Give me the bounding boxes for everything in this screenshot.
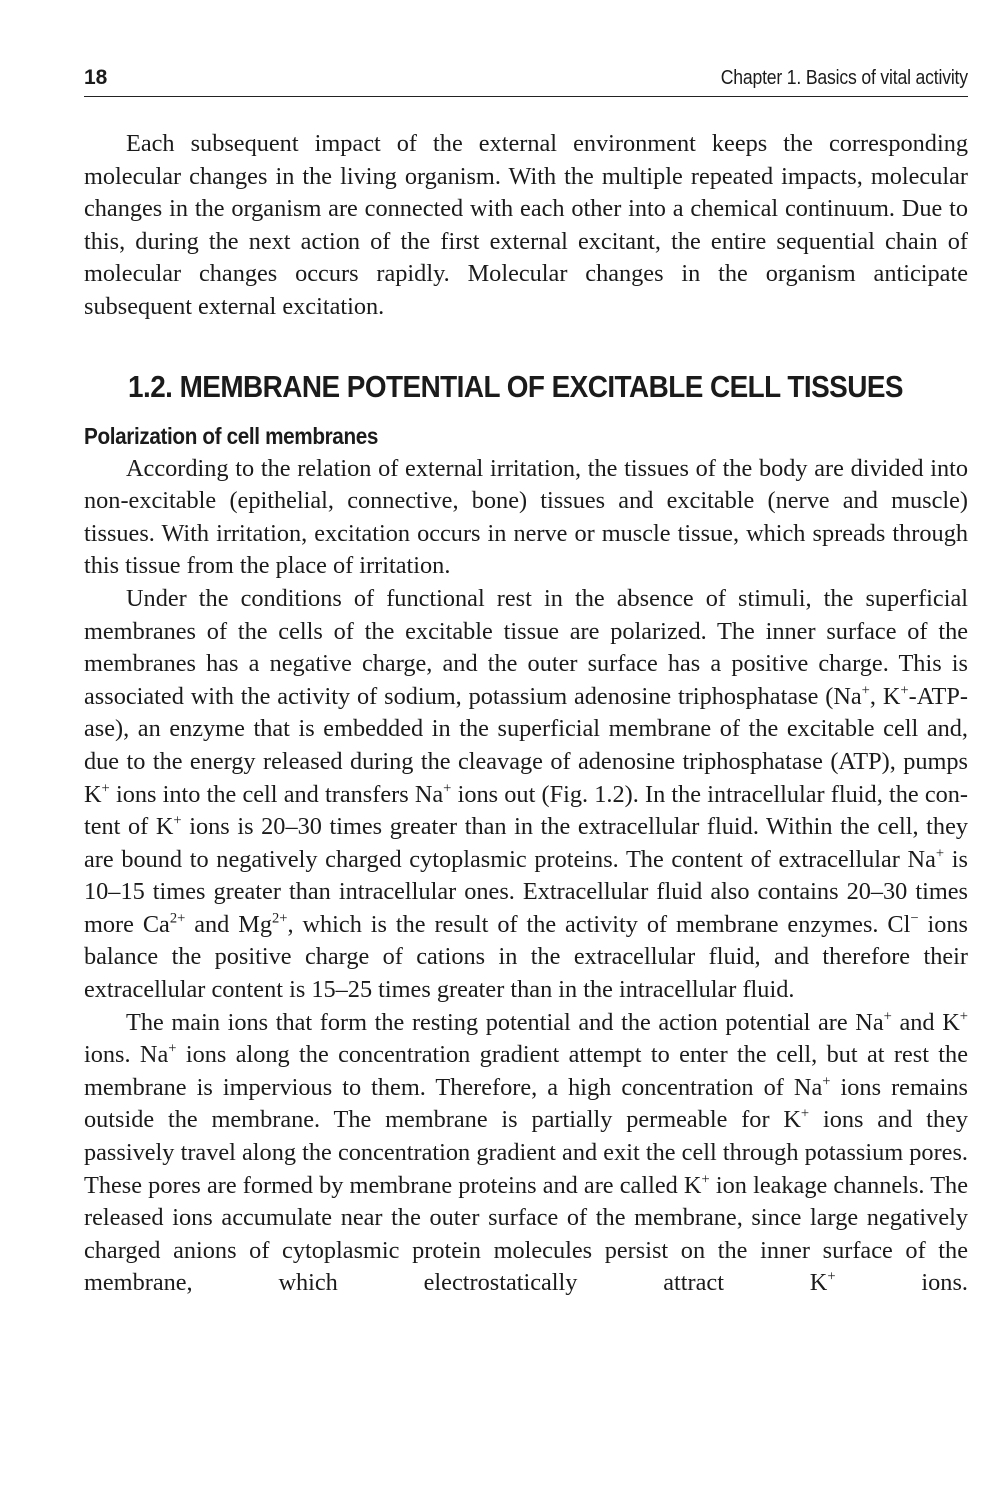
superscript: 2+: [271, 910, 288, 927]
superscript: −: [910, 910, 919, 927]
superscript: 2+: [169, 910, 186, 927]
superscript: +: [827, 1268, 836, 1285]
superscript: +: [822, 1073, 831, 1090]
text-run: , K: [869, 682, 901, 710]
text-run: is 10–15 times greater than intracellular ones. Extracellular fluid also contains 20–30 times more Ca: [84, 845, 969, 938]
text-run: ions out (Fig. 1.2). In the intracellular fluid, the content of K: [84, 780, 968, 841]
superscript: +: [443, 780, 452, 797]
text-run: ions balance the positive charge of cations in the extracellular fluid, and therefore their extracellular content is 15–25 times greater than in the intracellular fluid.: [84, 910, 968, 1004]
text-run: ions and they passively travel along the concentration gradient and exit the cell through potassium pores. These pores are formed by membrane proteins and are called K: [84, 1106, 968, 1199]
superscript: +: [959, 1008, 968, 1025]
text-run: and Mg: [185, 910, 272, 938]
paragraph-membrane-polarization: [84, 583, 968, 1007]
superscript: +: [861, 682, 870, 699]
book-page: [84, 58, 968, 1300]
superscript: +: [168, 1040, 177, 1057]
subsection-heading: Polarization of cell membranes: [84, 422, 379, 449]
superscript: +: [900, 682, 909, 699]
text-run: ions into the cell and transfers Na: [109, 780, 444, 808]
text-run: ions along the concentration gradient attempt to enter the cell, but at rest the membrane is impervious to them. Therefore, a high concentration of Na: [84, 1041, 968, 1101]
text-run: ions.: [835, 1269, 968, 1297]
paragraph-excitable-tissues: According to the relation of external irritation, the tissues of the body are divided into non-excitable (epithelial, connective, bone) tissues and excitable (nerve and muscle) tissues. With irritation, excitation occurs in nerve or muscle tissue, which spreads through this tissue from the place of irritation.: [84, 454, 968, 580]
superscript: +: [935, 845, 945, 862]
superscript: +: [701, 1171, 710, 1188]
text-run: -ATP-ase), an enzyme that is embedded in the superficial membrane of the excitable cell and, due to the energy released during the cleavage of adenosine triphosphatase (ATP), pumps K: [84, 682, 968, 808]
header-rule: [84, 96, 968, 97]
text-run: Under the conditions of functional rest in the absence of stimuli, the superficial membranes of the cells of the excitable tissue are polarized. The inner surface of the membranes has a negative charge, and the outer surface has a positive charge. This is associated with the activity of sodium, potassium adenosine triphosphatase (Na: [84, 584, 968, 710]
paragraph-resting-potential: [84, 1007, 968, 1300]
text-run: ions is 20–30 times greater than in the extracellular fluid. Within the cell, they are bound to negatively charged cytoplasmic proteins. The content of extracellular Na: [84, 813, 968, 873]
superscript: +: [101, 780, 110, 797]
paragraph-intro: Each subsequent impact of the external environment keeps the corresponding molecular changes in the living organism. With the multiple repeated impacts, molecular changes in the organism are connected with each other into a chemical continuum. Due to this, during the next action of the first external excitant, the entire sequential chain of molecular changes occurs rapidly. Molecular changes in the organism anticipate subsequent external excitation.: [84, 130, 968, 320]
superscript: +: [883, 1008, 892, 1025]
text-run: ions remains outside the membrane. The membrane is partially permeable for K: [84, 1073, 968, 1134]
text-run: , which is the result of the activity of membrane enzymes. Cl: [287, 910, 911, 938]
text-run: and K: [891, 1008, 960, 1036]
text-run: ion leakage channels. The released ions accumulate near the outer surface of the membrane, since large negatively charged anions of cytoplasmic protein molecules persist on the inner surface of the membrane, which electrostatically attract K: [84, 1171, 968, 1297]
section-heading: 1.2. MEMBRANE POTENTIAL OF EXCITABLE CELL TISSUES: [128, 368, 903, 404]
superscript: +: [800, 1105, 810, 1122]
text-run: ions. Na: [84, 1041, 169, 1069]
text-run: The main ions that form the resting potential and the action potential are Na: [126, 1008, 884, 1036]
page-number: 18: [84, 66, 108, 89]
chapter-title: Chapter 1. Basics of vital activity: [720, 67, 968, 89]
superscript: +: [173, 812, 182, 829]
running-header: [84, 58, 968, 96]
